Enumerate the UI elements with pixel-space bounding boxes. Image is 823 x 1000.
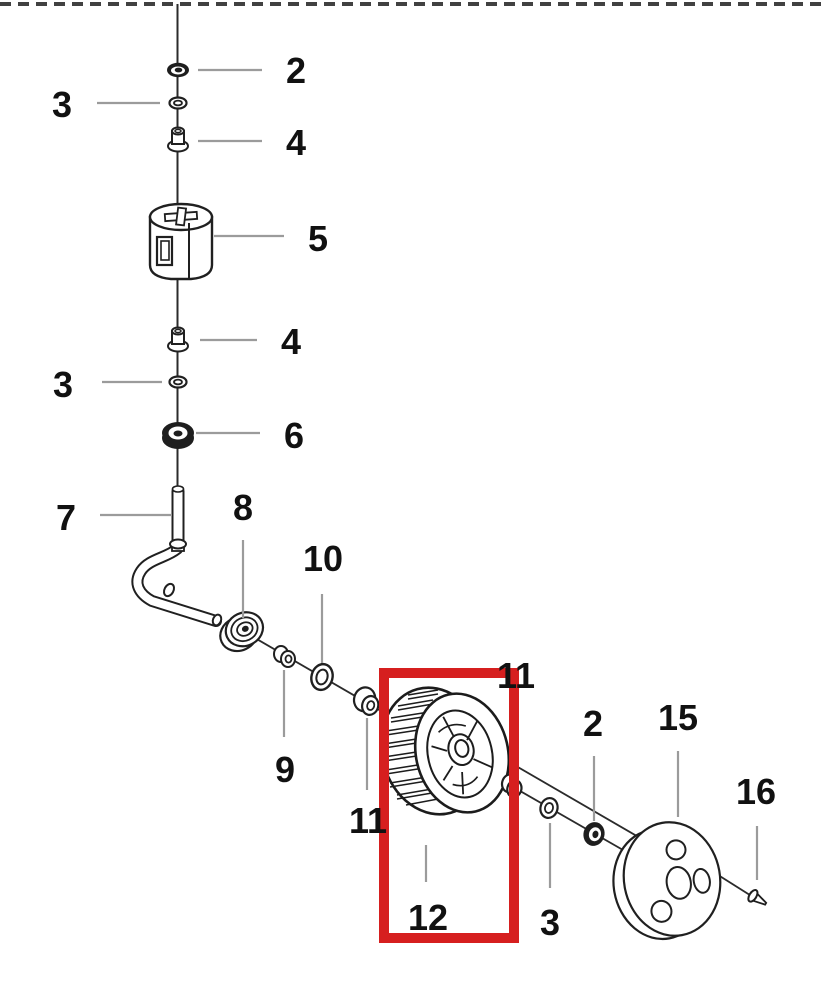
part-locknut-top	[167, 63, 189, 77]
part-bent-axle-tube	[137, 549, 222, 627]
callout-11-right: 11	[496, 655, 536, 696]
callout-8: 8	[232, 487, 254, 528]
part-adjuster-housing	[150, 204, 212, 279]
part-screw	[746, 888, 769, 909]
callout-12: 12	[407, 897, 449, 938]
part-bushing-lower	[168, 328, 188, 352]
callout-16: 16	[735, 771, 777, 812]
callout-4-upper: 4	[285, 122, 307, 163]
callout-3-lower: 3	[52, 364, 74, 405]
callout-11-left: 11	[348, 800, 388, 841]
callout-10: 10	[302, 538, 344, 579]
callout-9: 9	[274, 749, 296, 790]
part-flanged-bushing-left	[351, 685, 382, 717]
part-washer-lower	[170, 377, 187, 388]
part-pivot-pin	[170, 486, 186, 551]
part-washer-right	[538, 796, 560, 820]
part-wheel-hub	[214, 606, 270, 657]
part-o-ring	[308, 662, 335, 693]
part-washer-upper	[170, 98, 187, 109]
callout-6: 6	[283, 415, 305, 456]
callout-3-upper: 3	[51, 84, 73, 125]
part-hub-cap	[604, 815, 729, 947]
callout-15: 15	[657, 697, 699, 738]
callout-5: 5	[307, 218, 329, 259]
callout-3-right: 3	[539, 902, 561, 943]
part-spacer-bushing	[274, 646, 295, 667]
part-bushing-upper	[168, 128, 188, 152]
part-locknut-right	[581, 820, 607, 849]
part-wheel	[367, 676, 520, 827]
callout-7: 7	[55, 497, 77, 538]
callout-4-lower: 4	[280, 321, 302, 362]
callout-2-right: 2	[582, 703, 604, 744]
part-bearing-washer	[162, 422, 194, 449]
callout-2-top: 2	[285, 50, 307, 91]
